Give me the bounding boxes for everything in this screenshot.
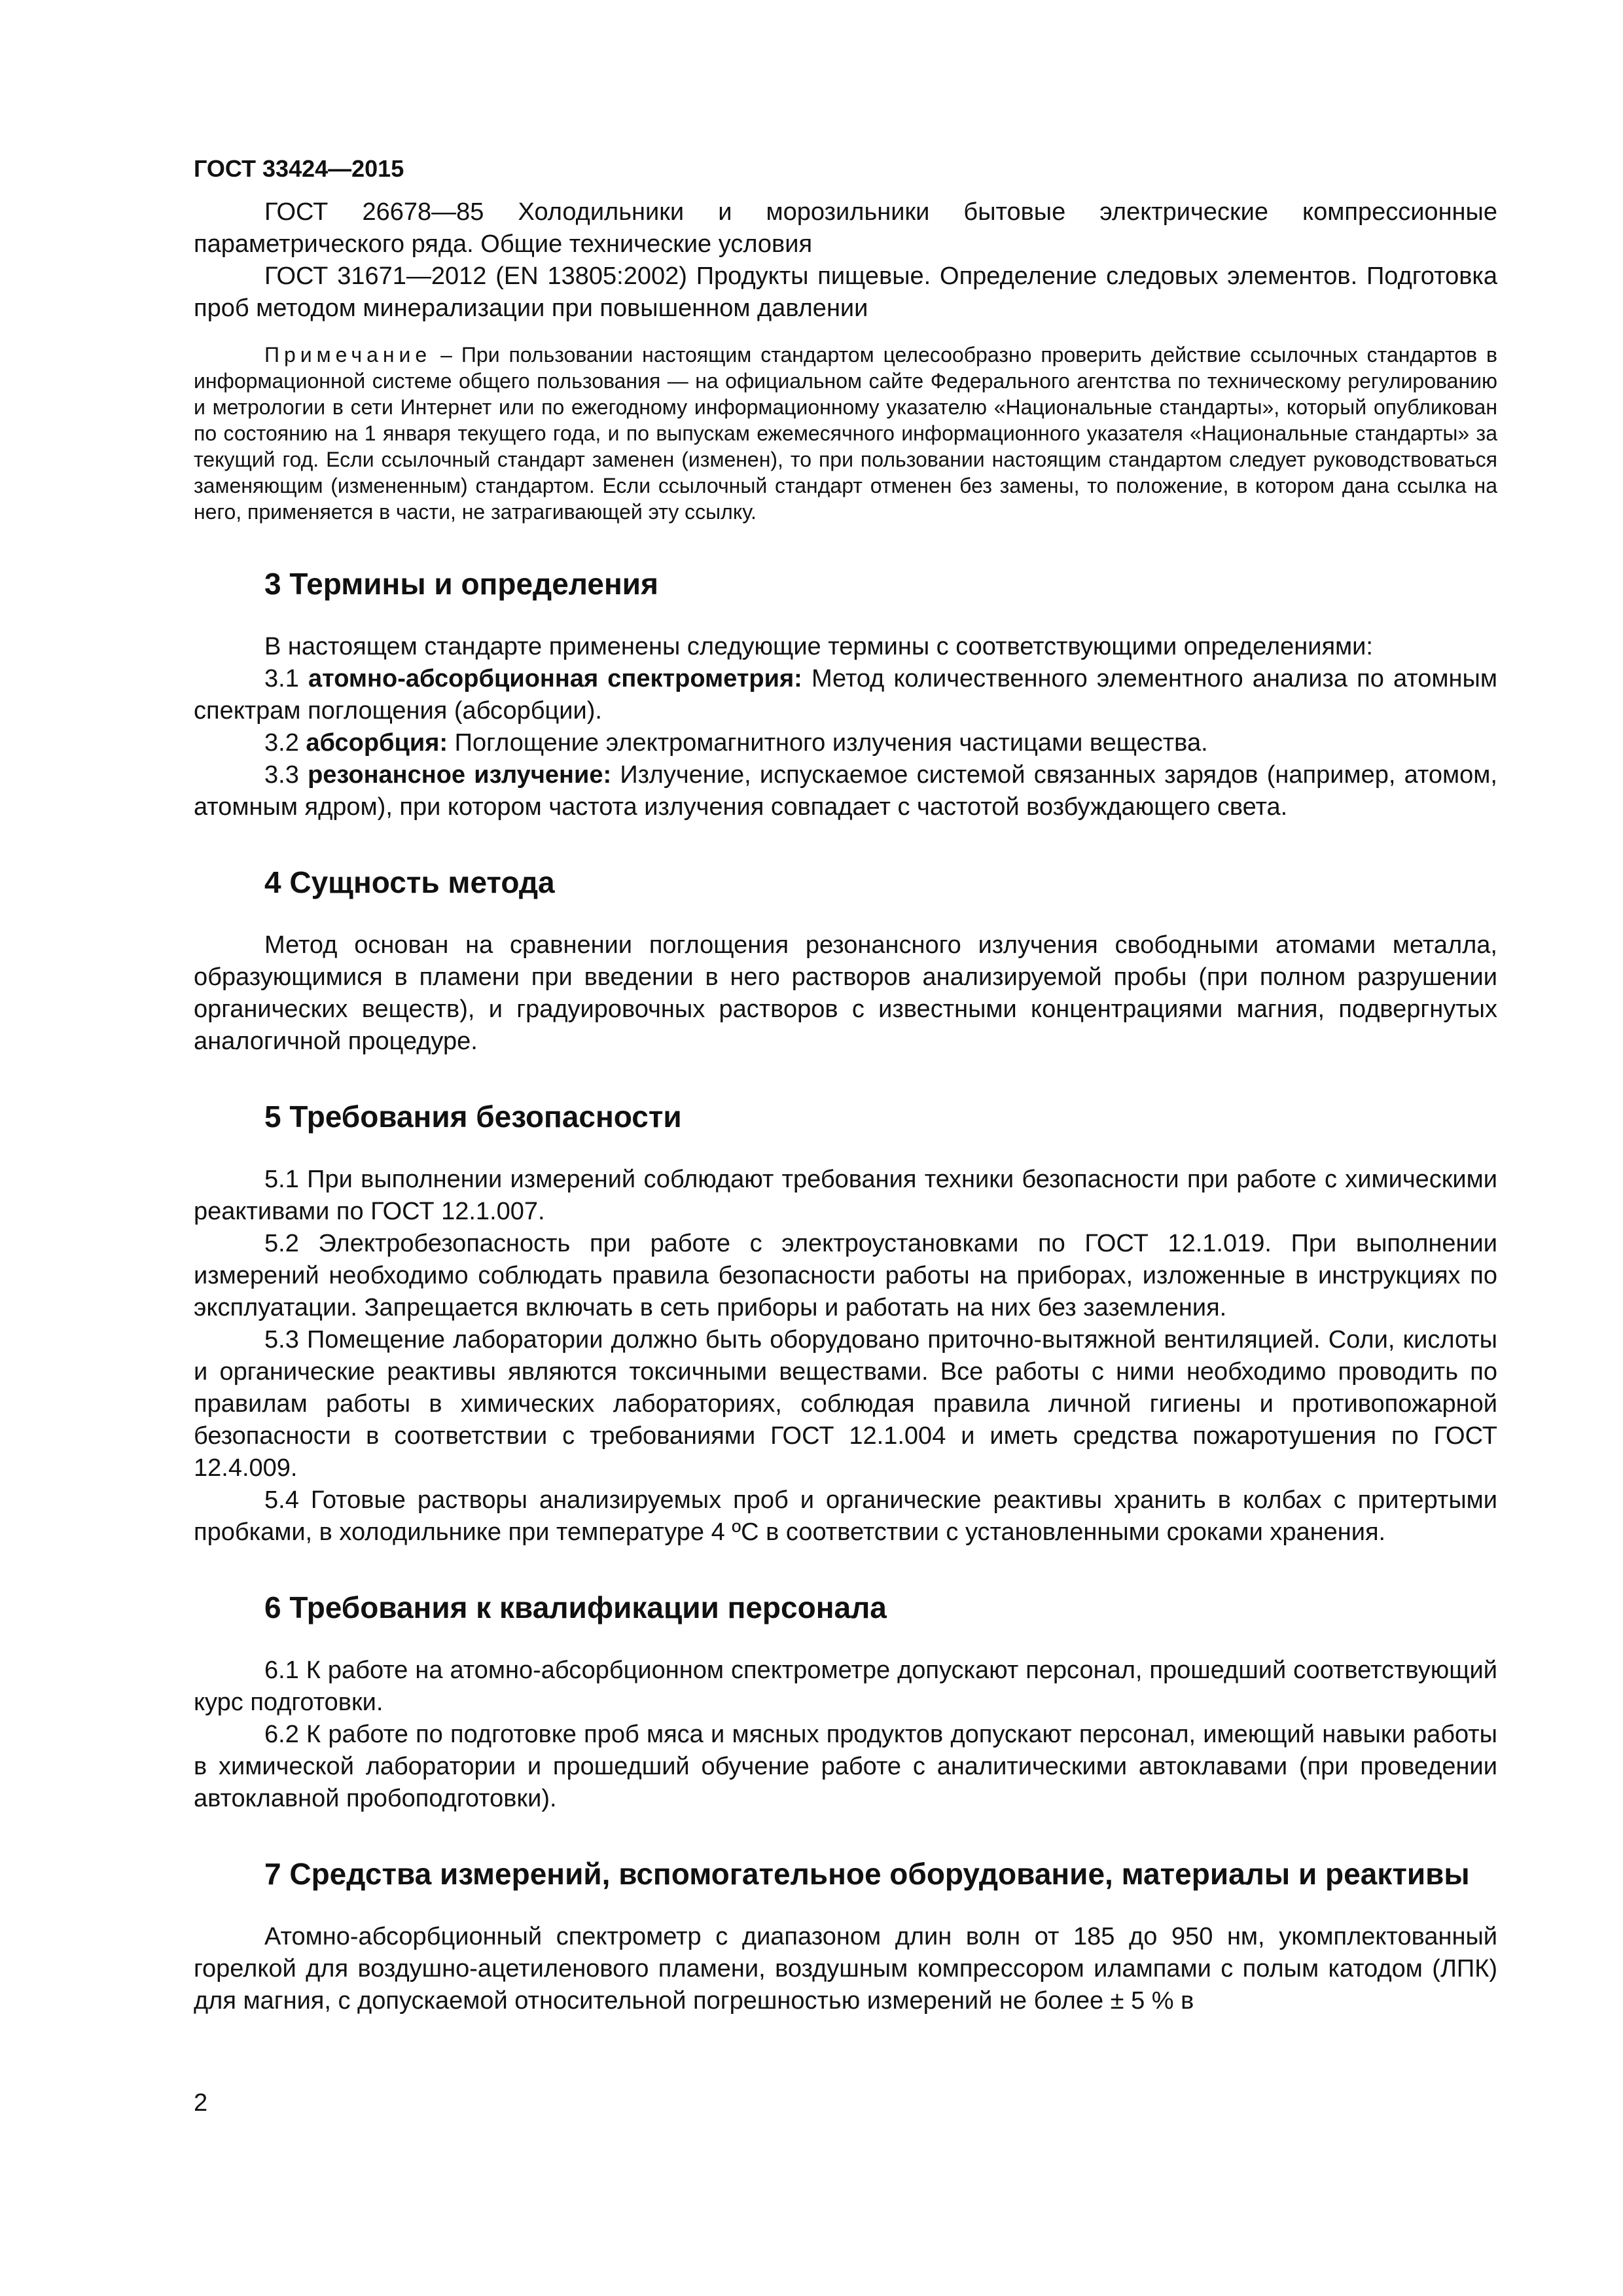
reference-gost-31671: ГОСТ 31671—2012 (EN 13805:2002) Продукты пищевые. Определение следовых элементов. Подготовка проб методом минерализации при повышенном давлении bbox=[194, 262, 1497, 322]
term-number: 3.3 bbox=[264, 761, 308, 789]
section-3-title: 3 Термины и определения bbox=[264, 567, 658, 601]
section-4-title: 4 Сущность метода bbox=[264, 865, 555, 899]
section-7-title: 7 Средства измерений, вспомогательное оборудование, материалы и реактивы bbox=[264, 1857, 1470, 1891]
page-content bbox=[194, 154, 1497, 2017]
note-label: Примечание bbox=[264, 343, 432, 367]
document-code-header: ГОСТ 33424—2015 bbox=[194, 155, 404, 182]
clause-6-1: 6.1 К работе на атомно-абсорбционном спектрометре допускают персонал, прошедший соответствующий курс подготовки. bbox=[194, 1657, 1497, 1716]
term-3-3 bbox=[194, 759, 1497, 823]
term-3-2 bbox=[194, 727, 1497, 759]
term-number: 3.1 bbox=[264, 665, 308, 692]
clause-5-1: 5.1 При выполнении измерений соблюдают требования техники безопасности при работе с химическими реактивами по ГОСТ 12.1.007. bbox=[194, 1166, 1497, 1225]
section-6-title: 6 Требования к квалификации персонала bbox=[264, 1590, 887, 1624]
term-3-1 bbox=[194, 663, 1497, 727]
section-5-title: 5 Требования безопасности bbox=[264, 1100, 682, 1134]
term-number: 3.2 bbox=[264, 729, 306, 757]
reference-gost-26678: ГОСТ 26678—85 Холодильники и морозильники бытовые электрические компрессионные параметрического ряда. Общие технические условия bbox=[194, 198, 1497, 258]
clause-5-2: 5.2 Электробезопасность при работе с электроустановками по ГОСТ 12.1.019. При выполнении измерений необходимо соблюдать правила безопасности работы на приборах, изложенные в инструкциях по эксплуатации. Запрещается включать в сеть приборы и работать на них без заземления. bbox=[194, 1230, 1497, 1321]
term-definition: Излучение, испускаемое системой связанных зарядов (например, атомом, атомным ядром), при котором частота излучения совпадает с частотой возбуждающего света. bbox=[194, 761, 1497, 821]
clause-5-4: 5.4 Готовые растворы анализируемых проб и органические реактивы хранить в колбах с притертыми пробками, в холодильнике при температуре 4 ºС в соответствии с установленными сроками хранения. bbox=[194, 1486, 1497, 1546]
clause-6-2: 6.2 К работе по подготовке проб мяса и мясных продуктов допускают персонал, имеющий навыки работы в химической лаборатории и прошедший обучение работе с аналитическими автоклавами (при проведении автоклавной пробоподготовки). bbox=[194, 1721, 1497, 1812]
term-definition: Поглощение электромагнитного излучения частицами вещества. bbox=[448, 729, 1208, 757]
clause-5-3: 5.3 Помещение лаборатории должно быть оборудовано приточно-вытяжной вентиляцией. Соли, кислоты и органические реактивы являются токсичными веществами. Все работы с ними необходимо проводить по правилам работы в химических лабораториях, соблюдая правила личной гигиены и противопожарной безопасности в соответствии с требованиями ГОСТ 12.1.004 и иметь средства пожаротушения по ГОСТ 12.4.009. bbox=[194, 1326, 1497, 1482]
note-text: – При пользовании настоящим стандартом целесообразно проверить действие ссылочных стандартов в информационной системе общего пользования — на официальном сайте Федерального агентства по техническому регулированию и метрологии в сети Интернет или по ежегодному информационному указателю «Национальные стандарты», который опубликован по состоянию на 1 января текущего года, и по выпускам ежемесячного информационного указателя «Национальные стандарты» за текущий год. Если ссылочный стандарт заменен (изменен), то при пользовании настоящим стандартом следует руководствоваться заменяющим (измененным) стандартом. Если ссылочный стандарт отменен без замены, то положение, в котором дана ссылка на него, применяется в части, не затрагивающей эту ссылку. bbox=[194, 343, 1497, 524]
term-definition: Метод количественного элементного анализа по атомным спектрам поглощения (абсорбции). bbox=[194, 665, 1497, 725]
section-4-text: Метод основан на сравнении поглощения резонансного излучения свободными атомами металла, образующимися в пламени при введении в него растворов анализируемой пробы (при полном разрушении органических веществ), и градуировочных растворов с известными концентрациями магния, подвергнутых аналогичной процедуре. bbox=[194, 931, 1497, 1055]
term-name: абсорбция: bbox=[306, 729, 448, 757]
section-7-text: Атомно-абсорбционный спектрометр с диапазоном длин волн от 185 до 950 нм, укомплектованный горелкой для воздушно-ацетиленового пламени, воздушным компрессором илампами с полым катодом (ЛПК) для магния, с допускаемой относительной погрешностью измерений не более ± 5 % в bbox=[194, 1923, 1497, 2015]
term-name: атомно-абсорбционная спектрометрия: bbox=[308, 665, 802, 692]
term-name: резонансное излучение: bbox=[308, 761, 612, 789]
section-3-intro: В настоящем стандарте применены следующие термины с соответствующими определениями: bbox=[264, 633, 1373, 660]
note-paragraph bbox=[194, 342, 1497, 525]
page-number: 2 bbox=[194, 2089, 208, 2117]
